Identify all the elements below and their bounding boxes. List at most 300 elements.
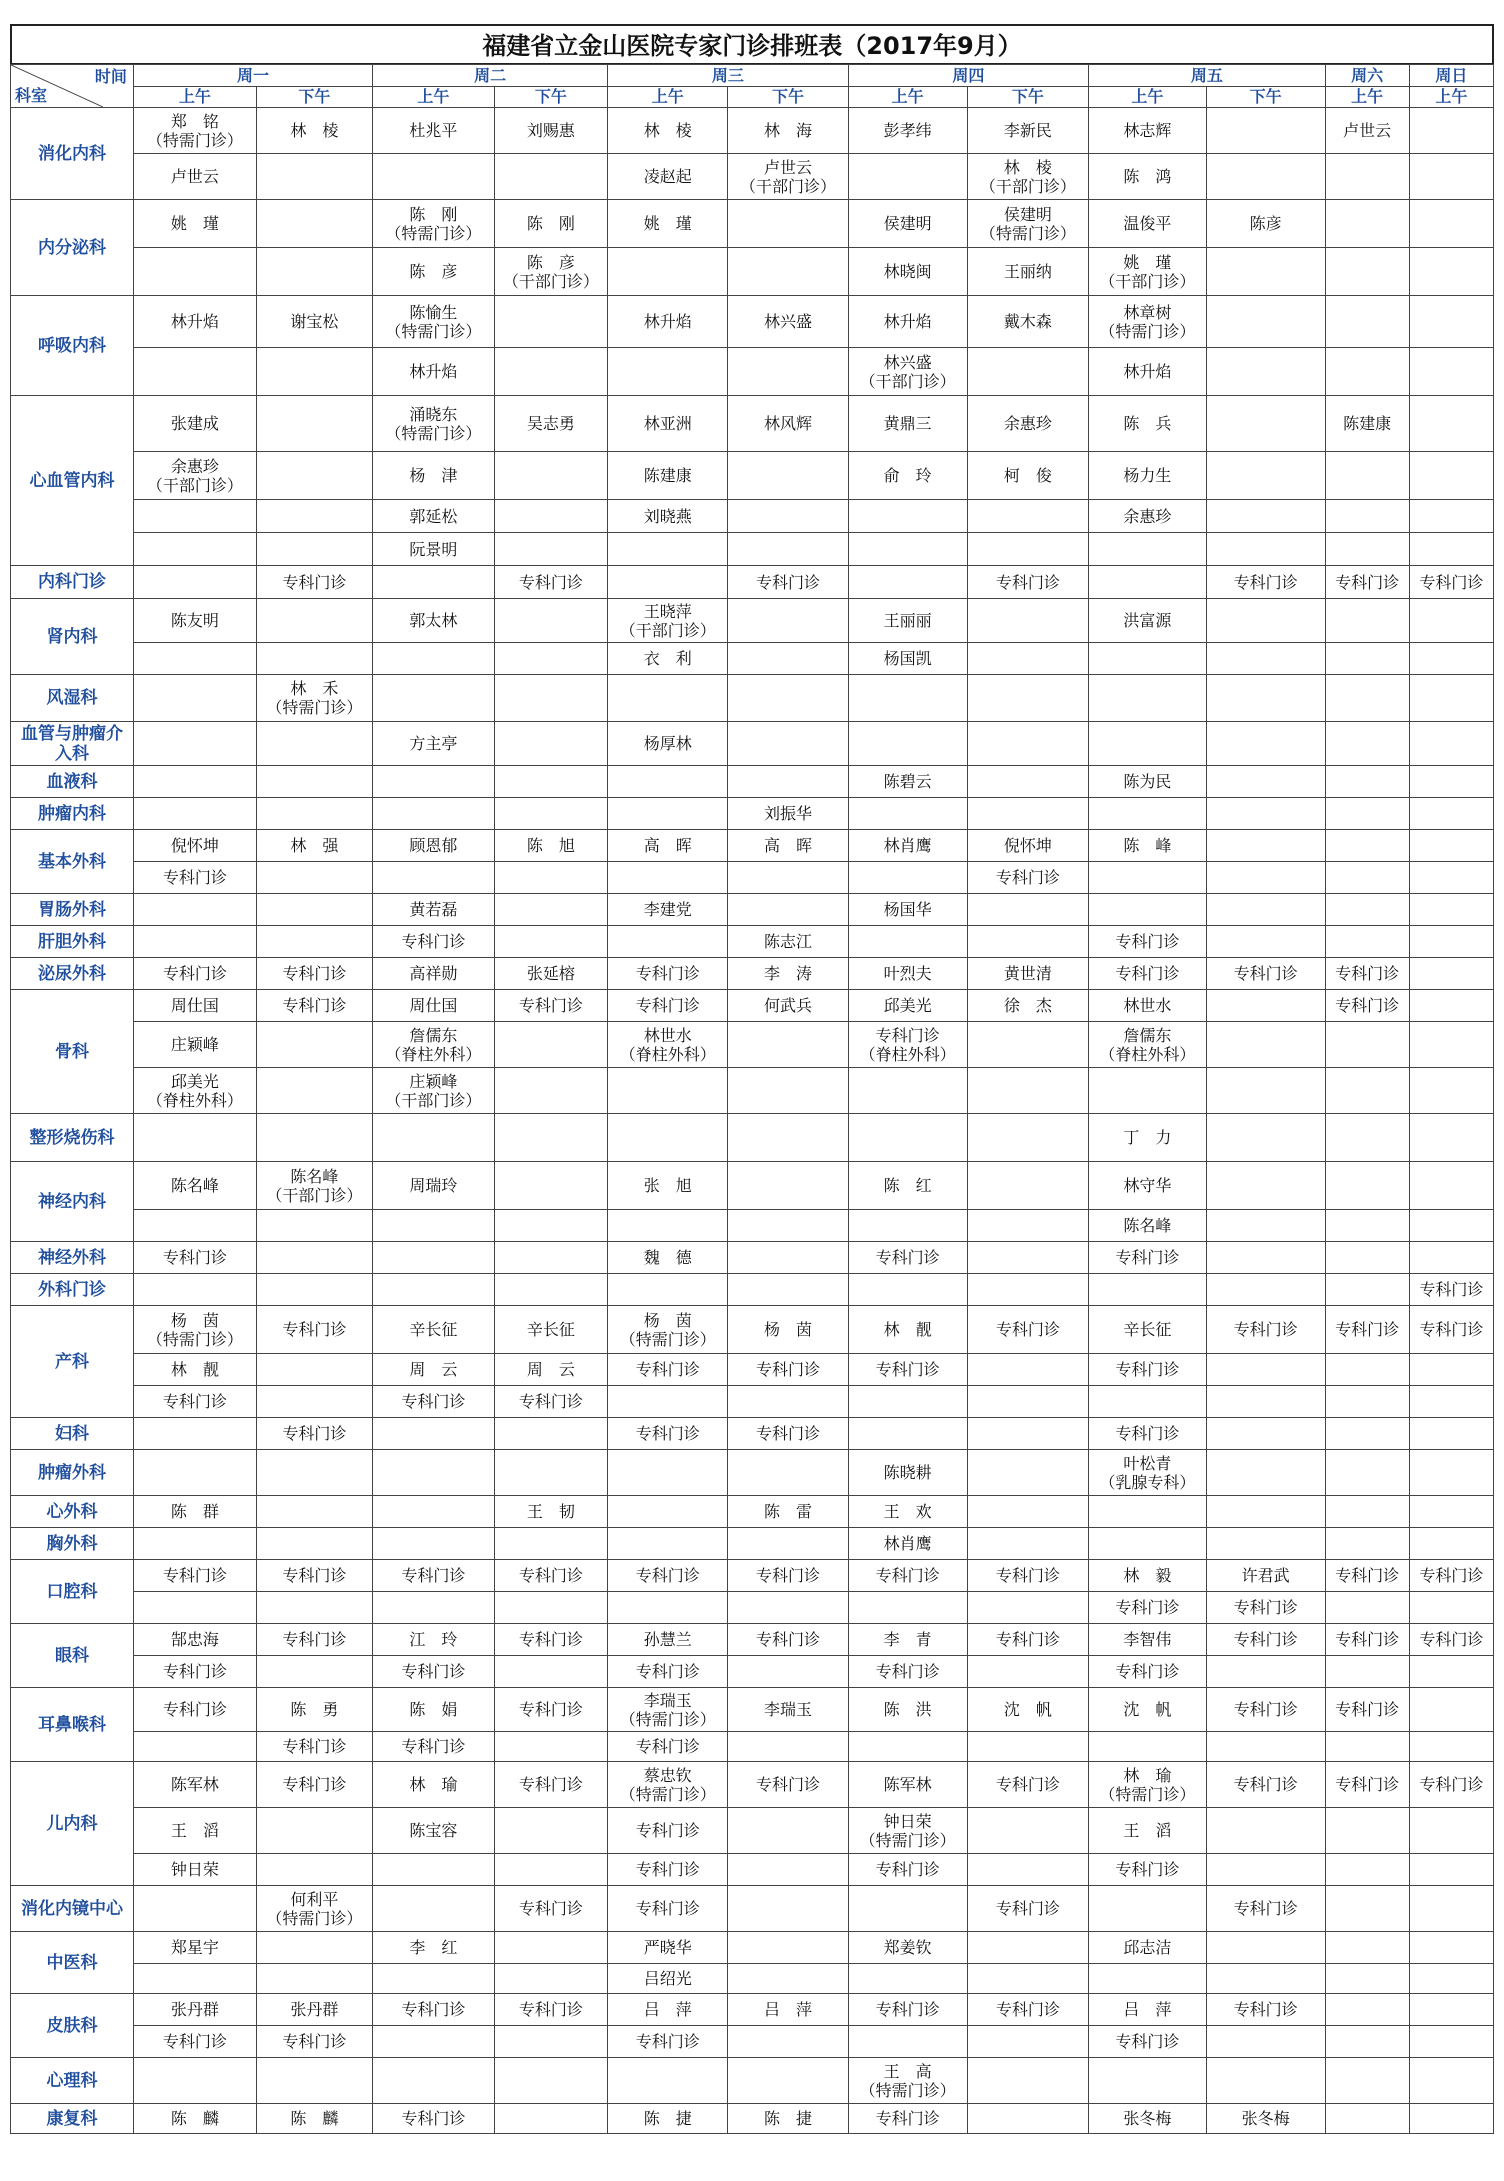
department-name: 肝胆外科 — [11, 926, 134, 958]
schedule-cell: 专科门诊 — [256, 1732, 372, 1762]
corner-dept-label: 科室 — [15, 86, 48, 105]
schedule-cell: 黄鼎三 — [848, 396, 967, 452]
schedule-cell: 专科门诊 — [373, 2104, 495, 2134]
schedule-cell — [728, 1528, 848, 1560]
schedule-cell — [256, 1068, 372, 1114]
schedule-cell: 林守华 — [1089, 1162, 1207, 1210]
schedule-cell: 李 涛 — [728, 958, 848, 990]
schedule-cell — [133, 248, 256, 296]
schedule-cell — [967, 1964, 1089, 1994]
schedule-cell — [256, 396, 372, 452]
schedule-cell: 张丹群 — [133, 1994, 256, 2026]
schedule-cell — [494, 1418, 608, 1450]
schedule-cell: 陈 红 — [848, 1162, 967, 1210]
schedule-cell: 专科门诊 — [1409, 1762, 1493, 1808]
schedule-cell: 林 毅 — [1089, 1560, 1207, 1592]
schedule-cell — [373, 766, 495, 798]
schedule-cell: 专科门诊 — [1206, 1994, 1325, 2026]
schedule-cell — [256, 894, 372, 926]
doctor-name: 詹儒东 — [1123, 1025, 1172, 1045]
schedule-cell — [373, 1854, 495, 1886]
clinic-note: （脊柱外科） — [146, 1090, 243, 1110]
schedule-cell: 陈 娟 — [373, 1688, 495, 1732]
schedule-cell: 陈碧云 — [848, 766, 967, 798]
schedule-cell — [373, 1068, 495, 1114]
schedule-cell: 辛长征 — [1089, 1306, 1207, 1354]
schedule-cell — [1206, 1528, 1325, 1560]
schedule-cell — [608, 1274, 728, 1306]
schedule-row — [11, 722, 1494, 766]
schedule-cell — [1206, 766, 1325, 798]
department-name: 妇科 — [11, 1418, 134, 1450]
department-name: 消化内镜中心 — [11, 1886, 134, 1932]
schedule-cell: 姚 瑾 — [133, 200, 256, 248]
schedule-cell — [494, 894, 608, 926]
schedule-cell — [1325, 1592, 1409, 1624]
clinic-note: （干部门诊） — [146, 475, 243, 495]
schedule-cell — [494, 675, 608, 722]
schedule-row — [11, 2058, 1494, 2104]
half-header: 上午 — [133, 86, 256, 108]
schedule-cell — [1325, 1808, 1409, 1854]
day-header-sun: 周日 — [1409, 65, 1493, 87]
schedule-row — [11, 1932, 1494, 1964]
schedule-cell — [1089, 1496, 1207, 1528]
schedule-cell: 李建党 — [608, 894, 728, 926]
schedule-cell — [1089, 1732, 1207, 1762]
schedule-cell: 杨 津 — [373, 452, 495, 500]
schedule-cell — [494, 1450, 608, 1496]
schedule-row — [11, 1808, 1494, 1854]
schedule-cell — [1325, 1022, 1409, 1068]
schedule-cell — [1206, 1808, 1325, 1854]
schedule-cell — [1325, 200, 1409, 248]
schedule-cell — [1409, 1450, 1493, 1496]
schedule-cell — [608, 1386, 728, 1418]
schedule-cell: 陈建康 — [1325, 396, 1409, 452]
schedule-cell: 郭太林 — [373, 599, 495, 643]
schedule-cell — [133, 500, 256, 533]
schedule-cell — [608, 675, 728, 722]
schedule-cell — [494, 1274, 608, 1306]
clinic-note: （干部门诊） — [740, 176, 837, 196]
schedule-cell — [1089, 566, 1207, 599]
schedule-cell: 专科门诊 — [1325, 1560, 1409, 1592]
schedule-cell — [967, 926, 1089, 958]
schedule-cell — [848, 500, 967, 533]
schedule-cell: 专科门诊 — [1325, 1762, 1409, 1808]
schedule-cell: 专科门诊 — [133, 2026, 256, 2058]
schedule-cell — [1409, 643, 1493, 675]
schedule-cell — [967, 1496, 1089, 1528]
schedule-cell — [608, 1450, 728, 1496]
schedule-cell — [494, 533, 608, 566]
schedule-cell — [1409, 1114, 1493, 1162]
schedule-cell — [133, 926, 256, 958]
department-name: 外科门诊 — [11, 1274, 134, 1306]
schedule-row — [11, 1022, 1494, 1068]
schedule-cell: 林肖鹰 — [848, 1528, 967, 1560]
schedule-cell — [1409, 296, 1493, 348]
schedule-cell — [967, 1386, 1089, 1418]
clinic-note: （特需门诊） — [859, 1830, 956, 1850]
schedule-cell: 专科门诊 — [1325, 1306, 1409, 1354]
schedule-cell: 专科门诊 — [373, 1732, 495, 1762]
schedule-cell — [133, 1114, 256, 1162]
schedule-cell — [728, 1592, 848, 1624]
schedule-cell: 邱志洁 — [1089, 1932, 1207, 1964]
schedule-cell: 专科门诊 — [967, 1560, 1089, 1592]
schedule-cell: 专科门诊 — [133, 1688, 256, 1732]
schedule-cell — [133, 675, 256, 722]
schedule-cell: 林 靓 — [848, 1306, 967, 1354]
schedule-cell — [256, 1210, 372, 1242]
schedule-cell: 专科门诊 — [256, 990, 372, 1022]
schedule-cell: 专科门诊 — [608, 958, 728, 990]
schedule-cell: 专科门诊 — [1206, 566, 1325, 599]
schedule-cell: 凌赵起 — [608, 154, 728, 200]
schedule-cell — [1325, 296, 1409, 348]
schedule-row — [11, 1656, 1494, 1688]
schedule-cell: 专科门诊 — [608, 990, 728, 1022]
schedule-cell: 沈 帆 — [967, 1688, 1089, 1732]
schedule-cell — [728, 1808, 848, 1854]
schedule-cell — [1409, 1386, 1493, 1418]
schedule-cell — [967, 1528, 1089, 1560]
schedule-cell — [1206, 1114, 1325, 1162]
schedule-cell — [373, 1528, 495, 1560]
schedule-cell — [494, 798, 608, 830]
schedule-cell: 张丹群 — [256, 1994, 372, 2026]
schedule-cell: 王 滔 — [1089, 1808, 1207, 1854]
schedule-cell: 林升焰 — [133, 296, 256, 348]
schedule-row — [11, 1306, 1494, 1354]
schedule-row — [11, 1528, 1494, 1560]
schedule-cell: 陈 旭 — [494, 830, 608, 862]
schedule-cell: 李新民 — [967, 108, 1089, 154]
schedule-cell — [1206, 1242, 1325, 1274]
schedule-cell: 专科门诊 — [256, 1418, 372, 1450]
schedule-cell: 专科门诊 — [728, 1762, 848, 1808]
schedule-cell — [848, 533, 967, 566]
schedule-row — [11, 348, 1494, 396]
department-name: 中医科 — [11, 1932, 134, 1994]
schedule-cell: 张建成 — [133, 396, 256, 452]
schedule-cell: 专科门诊 — [967, 1994, 1089, 2026]
schedule-cell — [608, 1528, 728, 1560]
schedule-cell — [967, 1242, 1089, 1274]
schedule-cell — [256, 1964, 372, 1994]
schedule-cell: 专科门诊 — [1089, 1354, 1207, 1386]
schedule-row — [11, 1114, 1494, 1162]
schedule-cell — [1206, 1496, 1325, 1528]
schedule-cell: 林亚洲 — [608, 396, 728, 452]
schedule-cell: 专科门诊 — [728, 1418, 848, 1450]
schedule-cell: 高 晖 — [608, 830, 728, 862]
schedule-cell — [494, 452, 608, 500]
schedule-cell: 陈 麟 — [256, 2104, 372, 2134]
schedule-cell — [373, 396, 495, 452]
schedule-cell — [1409, 396, 1493, 452]
schedule-row — [11, 1242, 1494, 1274]
schedule-cell — [1325, 1068, 1409, 1114]
schedule-cell — [608, 1496, 728, 1528]
day-header-mon: 周一 — [133, 65, 372, 87]
schedule-cell — [1409, 958, 1493, 990]
clinic-note: （脊柱外科） — [619, 1044, 716, 1064]
schedule-cell — [373, 2058, 495, 2104]
schedule-cell — [494, 2026, 608, 2058]
schedule-cell — [848, 862, 967, 894]
schedule-cell: 王 欢 — [848, 1496, 967, 1528]
schedule-cell — [1409, 1068, 1493, 1114]
schedule-cell: 陈 勇 — [256, 1688, 372, 1732]
schedule-cell: 专科门诊 — [494, 1688, 608, 1732]
schedule-cell: 专科门诊 — [1409, 1274, 1493, 1306]
header-half-row — [11, 86, 1494, 108]
schedule-row — [11, 2104, 1494, 2134]
schedule-cell — [1325, 722, 1409, 766]
department-name: 皮肤科 — [11, 1994, 134, 2058]
schedule-cell: 专科门诊 — [1089, 926, 1207, 958]
schedule-cell — [1409, 675, 1493, 722]
half-header: 下午 — [256, 86, 372, 108]
department-name: 神经内科 — [11, 1162, 134, 1242]
doctor-name: 卢世云 — [764, 157, 813, 177]
schedule-cell: 吕 萍 — [728, 1994, 848, 2026]
doctor-name: 陈愉生 — [409, 302, 458, 322]
schedule-cell: 陈建康 — [608, 452, 728, 500]
schedule-cell — [728, 1242, 848, 1274]
schedule-cell: 林 强 — [256, 830, 372, 862]
schedule-cell — [848, 1808, 967, 1854]
schedule-cell — [967, 798, 1089, 830]
schedule-cell: 专科门诊 — [494, 1994, 608, 2026]
schedule-cell — [1206, 830, 1325, 862]
schedule-cell — [848, 722, 967, 766]
schedule-cell — [133, 1306, 256, 1354]
schedule-cell — [1409, 862, 1493, 894]
schedule-cell: 专科门诊 — [1206, 958, 1325, 990]
schedule-cell — [1206, 533, 1325, 566]
schedule-cell: 周 云 — [373, 1354, 495, 1386]
schedule-cell: 陈友明 — [133, 599, 256, 643]
schedule-cell — [373, 1450, 495, 1496]
schedule-cell: 庄颖峰 — [133, 1022, 256, 1068]
schedule-cell — [256, 643, 372, 675]
schedule-cell: 专科门诊 — [133, 1560, 256, 1592]
schedule-cell — [1089, 894, 1207, 926]
schedule-cell — [848, 566, 967, 599]
schedule-cell: 专科门诊 — [1206, 1592, 1325, 1624]
schedule-cell — [967, 1932, 1089, 1964]
schedule-cell: 刘振华 — [728, 798, 848, 830]
doctor-name: 王晓萍 — [643, 601, 692, 621]
schedule-row — [11, 1418, 1494, 1450]
schedule-row — [11, 248, 1494, 296]
schedule-cell — [1325, 1528, 1409, 1560]
schedule-cell: 周 云 — [494, 1354, 608, 1386]
schedule-cell — [848, 1964, 967, 1994]
schedule-cell: 专科门诊 — [494, 1886, 608, 1932]
clinic-note: （特需门诊） — [979, 223, 1076, 243]
schedule-cell — [494, 1656, 608, 1688]
schedule-cell — [1325, 675, 1409, 722]
schedule-cell: 专科门诊 — [848, 1354, 967, 1386]
doctor-name: 李瑞玉 — [643, 1690, 692, 1710]
schedule-cell — [1206, 1732, 1325, 1762]
schedule-cell: 专科门诊 — [1089, 1592, 1207, 1624]
schedule-cell — [1089, 248, 1207, 296]
schedule-cell: 衣 利 — [608, 643, 728, 675]
department-name: 肾内科 — [11, 599, 134, 675]
schedule-cell — [967, 154, 1089, 200]
schedule-cell — [1409, 1162, 1493, 1210]
clinic-note: （特需门诊） — [385, 223, 482, 243]
schedule-cell — [728, 894, 848, 926]
schedule-cell: 专科门诊 — [1089, 958, 1207, 990]
schedule-cell — [133, 1886, 256, 1932]
doctor-name: 王 高 — [883, 2061, 932, 2081]
schedule-cell — [1206, 348, 1325, 396]
schedule-cell — [1409, 2104, 1493, 2134]
schedule-cell — [967, 1854, 1089, 1886]
clinic-note: （特需门诊） — [266, 1908, 363, 1928]
schedule-cell — [1325, 926, 1409, 958]
header-day-row — [11, 65, 1494, 87]
schedule-cell — [133, 1592, 256, 1624]
schedule-cell — [1325, 1114, 1409, 1162]
schedule-cell: 林志辉 — [1089, 108, 1207, 154]
schedule-cell: 王 韧 — [494, 1496, 608, 1528]
schedule-cell: 林升焰 — [848, 296, 967, 348]
half-header: 上午 — [608, 86, 728, 108]
schedule-cell: 高祥勋 — [373, 958, 495, 990]
schedule-cell — [1325, 248, 1409, 296]
doctor-name: 詹儒东 — [409, 1025, 458, 1045]
schedule-cell — [494, 1162, 608, 1210]
schedule-cell: 林世水 — [1089, 990, 1207, 1022]
schedule-cell — [848, 2026, 967, 2058]
schedule-cell — [608, 926, 728, 958]
clinic-note: （干部门诊） — [619, 620, 716, 640]
schedule-cell: 卢世云 — [133, 154, 256, 200]
department-name: 血管与肿瘤介入科 — [11, 722, 134, 766]
department-name: 耳鼻喉科 — [11, 1688, 134, 1762]
schedule-cell: 专科门诊 — [373, 1994, 495, 2026]
schedule-cell: 魏 德 — [608, 1242, 728, 1274]
schedule-cell — [1206, 1418, 1325, 1450]
schedule-cell: 陈名峰 — [133, 1162, 256, 1210]
schedule-cell: 陈志江 — [728, 926, 848, 958]
schedule-cell: 专科门诊 — [848, 1854, 967, 1886]
schedule-cell — [256, 348, 372, 396]
schedule-cell: 王丽纳 — [967, 248, 1089, 296]
schedule-cell: 林晓闽 — [848, 248, 967, 296]
schedule-cell — [1325, 533, 1409, 566]
schedule-cell — [373, 1210, 495, 1242]
schedule-row — [11, 1994, 1494, 2026]
schedule-cell — [1089, 1528, 1207, 1560]
schedule-cell — [1089, 1274, 1207, 1306]
doctor-name: 陈 刚 — [409, 204, 458, 224]
schedule-cell — [1089, 722, 1207, 766]
schedule-cell: 沈 帆 — [1089, 1688, 1207, 1732]
schedule-cell: 张冬梅 — [1089, 2104, 1207, 2134]
schedule-cell: 专科门诊 — [494, 1762, 608, 1808]
schedule-row — [11, 926, 1494, 958]
schedule-cell: 陈彦 — [1206, 200, 1325, 248]
schedule-row — [11, 154, 1494, 200]
schedule-cell — [1409, 1022, 1493, 1068]
schedule-cell — [1409, 599, 1493, 643]
schedule-cell — [728, 722, 848, 766]
schedule-cell: 专科门诊 — [256, 1560, 372, 1592]
schedule-cell — [608, 1592, 728, 1624]
schedule-cell — [256, 533, 372, 566]
schedule-cell — [494, 599, 608, 643]
doctor-name: 陈 彦 — [526, 252, 575, 272]
schedule-cell — [1409, 1242, 1493, 1274]
schedule-cell — [967, 894, 1089, 926]
schedule-cell: 倪怀坤 — [967, 830, 1089, 862]
schedule-cell — [1325, 1732, 1409, 1762]
schedule-cell — [1325, 1964, 1409, 1994]
schedule-cell: 专科门诊 — [608, 2026, 728, 2058]
schedule-cell: 专科门诊 — [133, 1242, 256, 1274]
schedule-cell — [848, 1386, 967, 1418]
schedule-cell: 专科门诊 — [256, 2026, 372, 2058]
schedule-cell — [1206, 2058, 1325, 2104]
schedule-cell — [1325, 798, 1409, 830]
schedule-cell — [608, 1114, 728, 1162]
schedule-cell — [848, 1274, 967, 1306]
schedule-cell — [1206, 1068, 1325, 1114]
schedule-cell — [1089, 2058, 1207, 2104]
schedule-cell — [1409, 108, 1493, 154]
doctor-name: 侯建明 — [1003, 204, 1052, 224]
schedule-cell — [373, 643, 495, 675]
schedule-cell: 张冬梅 — [1206, 2104, 1325, 2134]
schedule-cell — [1206, 452, 1325, 500]
day-header-fri: 周五 — [1089, 65, 1325, 87]
schedule-cell — [1325, 1210, 1409, 1242]
schedule-cell — [1206, 862, 1325, 894]
schedule-cell: 洪富源 — [1089, 599, 1207, 643]
schedule-cell — [256, 2058, 372, 2104]
schedule-cell: 专科门诊 — [1206, 1624, 1325, 1656]
schedule-row — [11, 830, 1494, 862]
schedule-cell — [256, 248, 372, 296]
schedule-cell: 陈 捷 — [728, 2104, 848, 2134]
department-name: 内科门诊 — [11, 566, 134, 599]
schedule-cell — [1089, 798, 1207, 830]
schedule-cell — [494, 1242, 608, 1274]
schedule-cell — [967, 1450, 1089, 1496]
schedule-cell — [1409, 1656, 1493, 1688]
schedule-cell: 专科门诊 — [494, 1624, 608, 1656]
schedule-cell — [494, 1528, 608, 1560]
schedule-cell — [373, 296, 495, 348]
schedule-cell: 专科门诊 — [256, 1624, 372, 1656]
schedule-row — [11, 1762, 1494, 1808]
schedule-cell — [1206, 990, 1325, 1022]
schedule-cell — [1409, 1994, 1493, 2026]
schedule-cell — [608, 798, 728, 830]
schedule-cell: 杜兆平 — [373, 108, 495, 154]
clinic-note: （特需门诊） — [619, 1709, 716, 1729]
doctor-name: 专科门诊 — [875, 1025, 940, 1045]
